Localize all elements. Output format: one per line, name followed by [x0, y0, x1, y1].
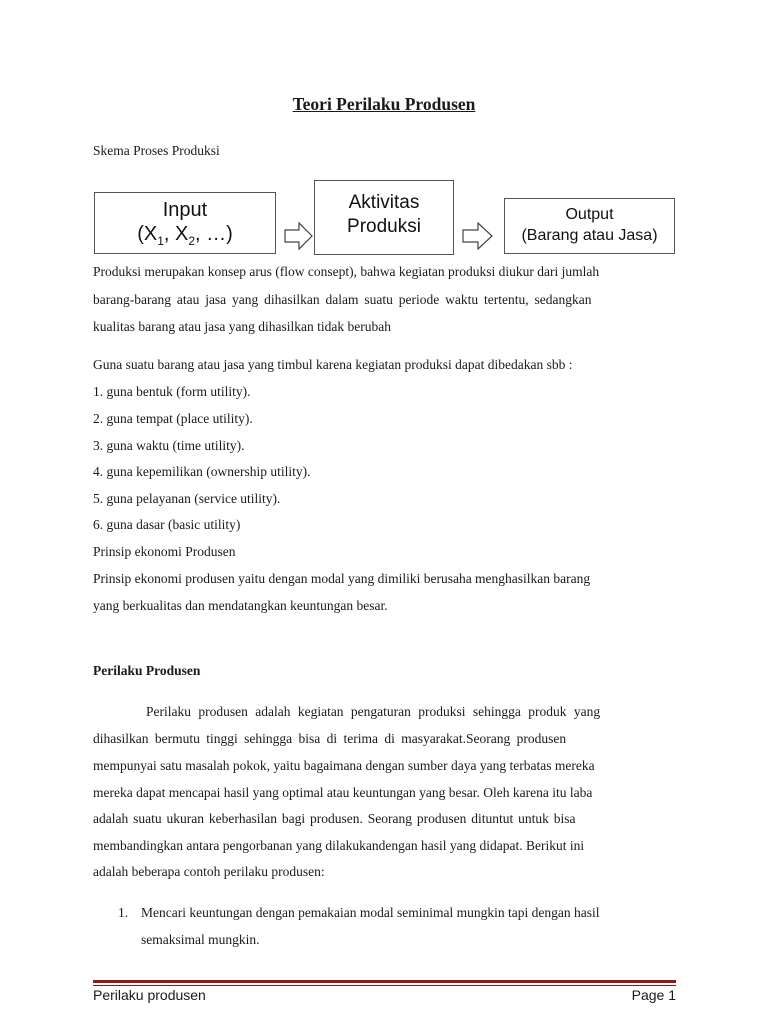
list-item: 2. guna tempat (place utility). — [93, 411, 253, 426]
page-title: Teori Perilaku Produsen — [292, 94, 476, 114]
footer-rule — [93, 980, 676, 983]
input-box — [94, 192, 276, 254]
activity-label-line2: Produksi — [347, 216, 421, 237]
paragraph-line: mereka dapat mencapai hasil yang optimal atau keuntungan yang besar. Oleh karena itu laba — [93, 785, 593, 800]
paragraph-line: Prinsip ekonomi produsen yaitu dengan modal yang dimiliki berusaha menghasilkan barang — [93, 571, 591, 586]
schema-label: Skema Proses Produksi — [93, 143, 220, 158]
list-item: 5. guna pelayanan (service utility). — [93, 491, 281, 506]
paragraph-line: adalah beberapa contoh perilaku produsen: — [93, 864, 325, 879]
list-number: 1. — [118, 905, 129, 920]
input-label: Input — [162, 199, 208, 221]
activity-box — [314, 180, 454, 255]
list-item: 3. guna waktu (time utility). — [93, 438, 245, 453]
paragraph-line: Produksi merupakan konsep arus (flow consept), bahwa kegiatan produksi diukur dari jumlah — [93, 264, 600, 279]
footer-title: Perilaku produsen — [93, 987, 206, 1003]
principle-heading: Prinsip ekonomi Produsen — [93, 544, 236, 559]
footer-rule — [93, 985, 676, 986]
list-item: Mencari keuntungan dengan pemakaian modal seminimal mungkin tapi dengan hasil — [141, 905, 600, 920]
paragraph-line: dihasilkan bermutu tinggi sehingga bisa di terima di masyarakat.Seorang produsen — [93, 731, 567, 746]
list-item: 1. guna bentuk (form utility). — [93, 384, 251, 399]
paragraph-line: kualitas barang atau jasa yang dihasilkan tidak berubah — [93, 319, 392, 334]
right-arrow-icon — [284, 221, 314, 251]
paragraph-line: adalah suatu ukuran keberhasilan bagi produsen. Seorang produsen dituntut untuk bisa — [93, 811, 576, 826]
paragraph-line: Perilaku produsen adalah kegiatan pengaturan produksi sehingga produk yang — [146, 704, 601, 719]
output-box — [504, 198, 675, 254]
page-number: Page 1 — [631, 987, 676, 1003]
right-arrow-icon — [462, 221, 494, 251]
list-item: semaksimal mungkin. — [141, 932, 260, 947]
output-label-line1: Output — [565, 206, 614, 223]
input-variables: ($X_1$, $X_2$, …) — [137, 223, 233, 248]
output-label-line2: (Barang atau Jasa) — [521, 227, 658, 244]
paragraph-line: yang berkualitas dan mendatangkan keuntungan besar. — [93, 598, 388, 613]
list-item: 6. guna dasar (basic utility) — [93, 517, 241, 532]
section-heading: Perilaku Produsen — [93, 663, 201, 678]
activity-label-line1: Aktivitas — [348, 192, 420, 213]
utility-intro: Guna suatu barang atau jasa yang timbul karena kegiatan produksi dapat dibedakan sbb : — [93, 357, 573, 372]
paragraph-line: mempunyai satu masalah pokok, yaitu bagaimana dengan sumber daya yang terbatas mereka — [93, 758, 595, 773]
list-item: 4. guna kepemilikan (ownership utility). — [93, 464, 311, 479]
paragraph-line: membandingkan antara pengorbanan yang dilakukandengan hasil yang didapat. Berikut ini — [93, 838, 585, 853]
paragraph-line: barang-barang atau jasa yang dihasilkan dalam suatu periode waktu tertentu, sedangkan — [93, 292, 592, 307]
